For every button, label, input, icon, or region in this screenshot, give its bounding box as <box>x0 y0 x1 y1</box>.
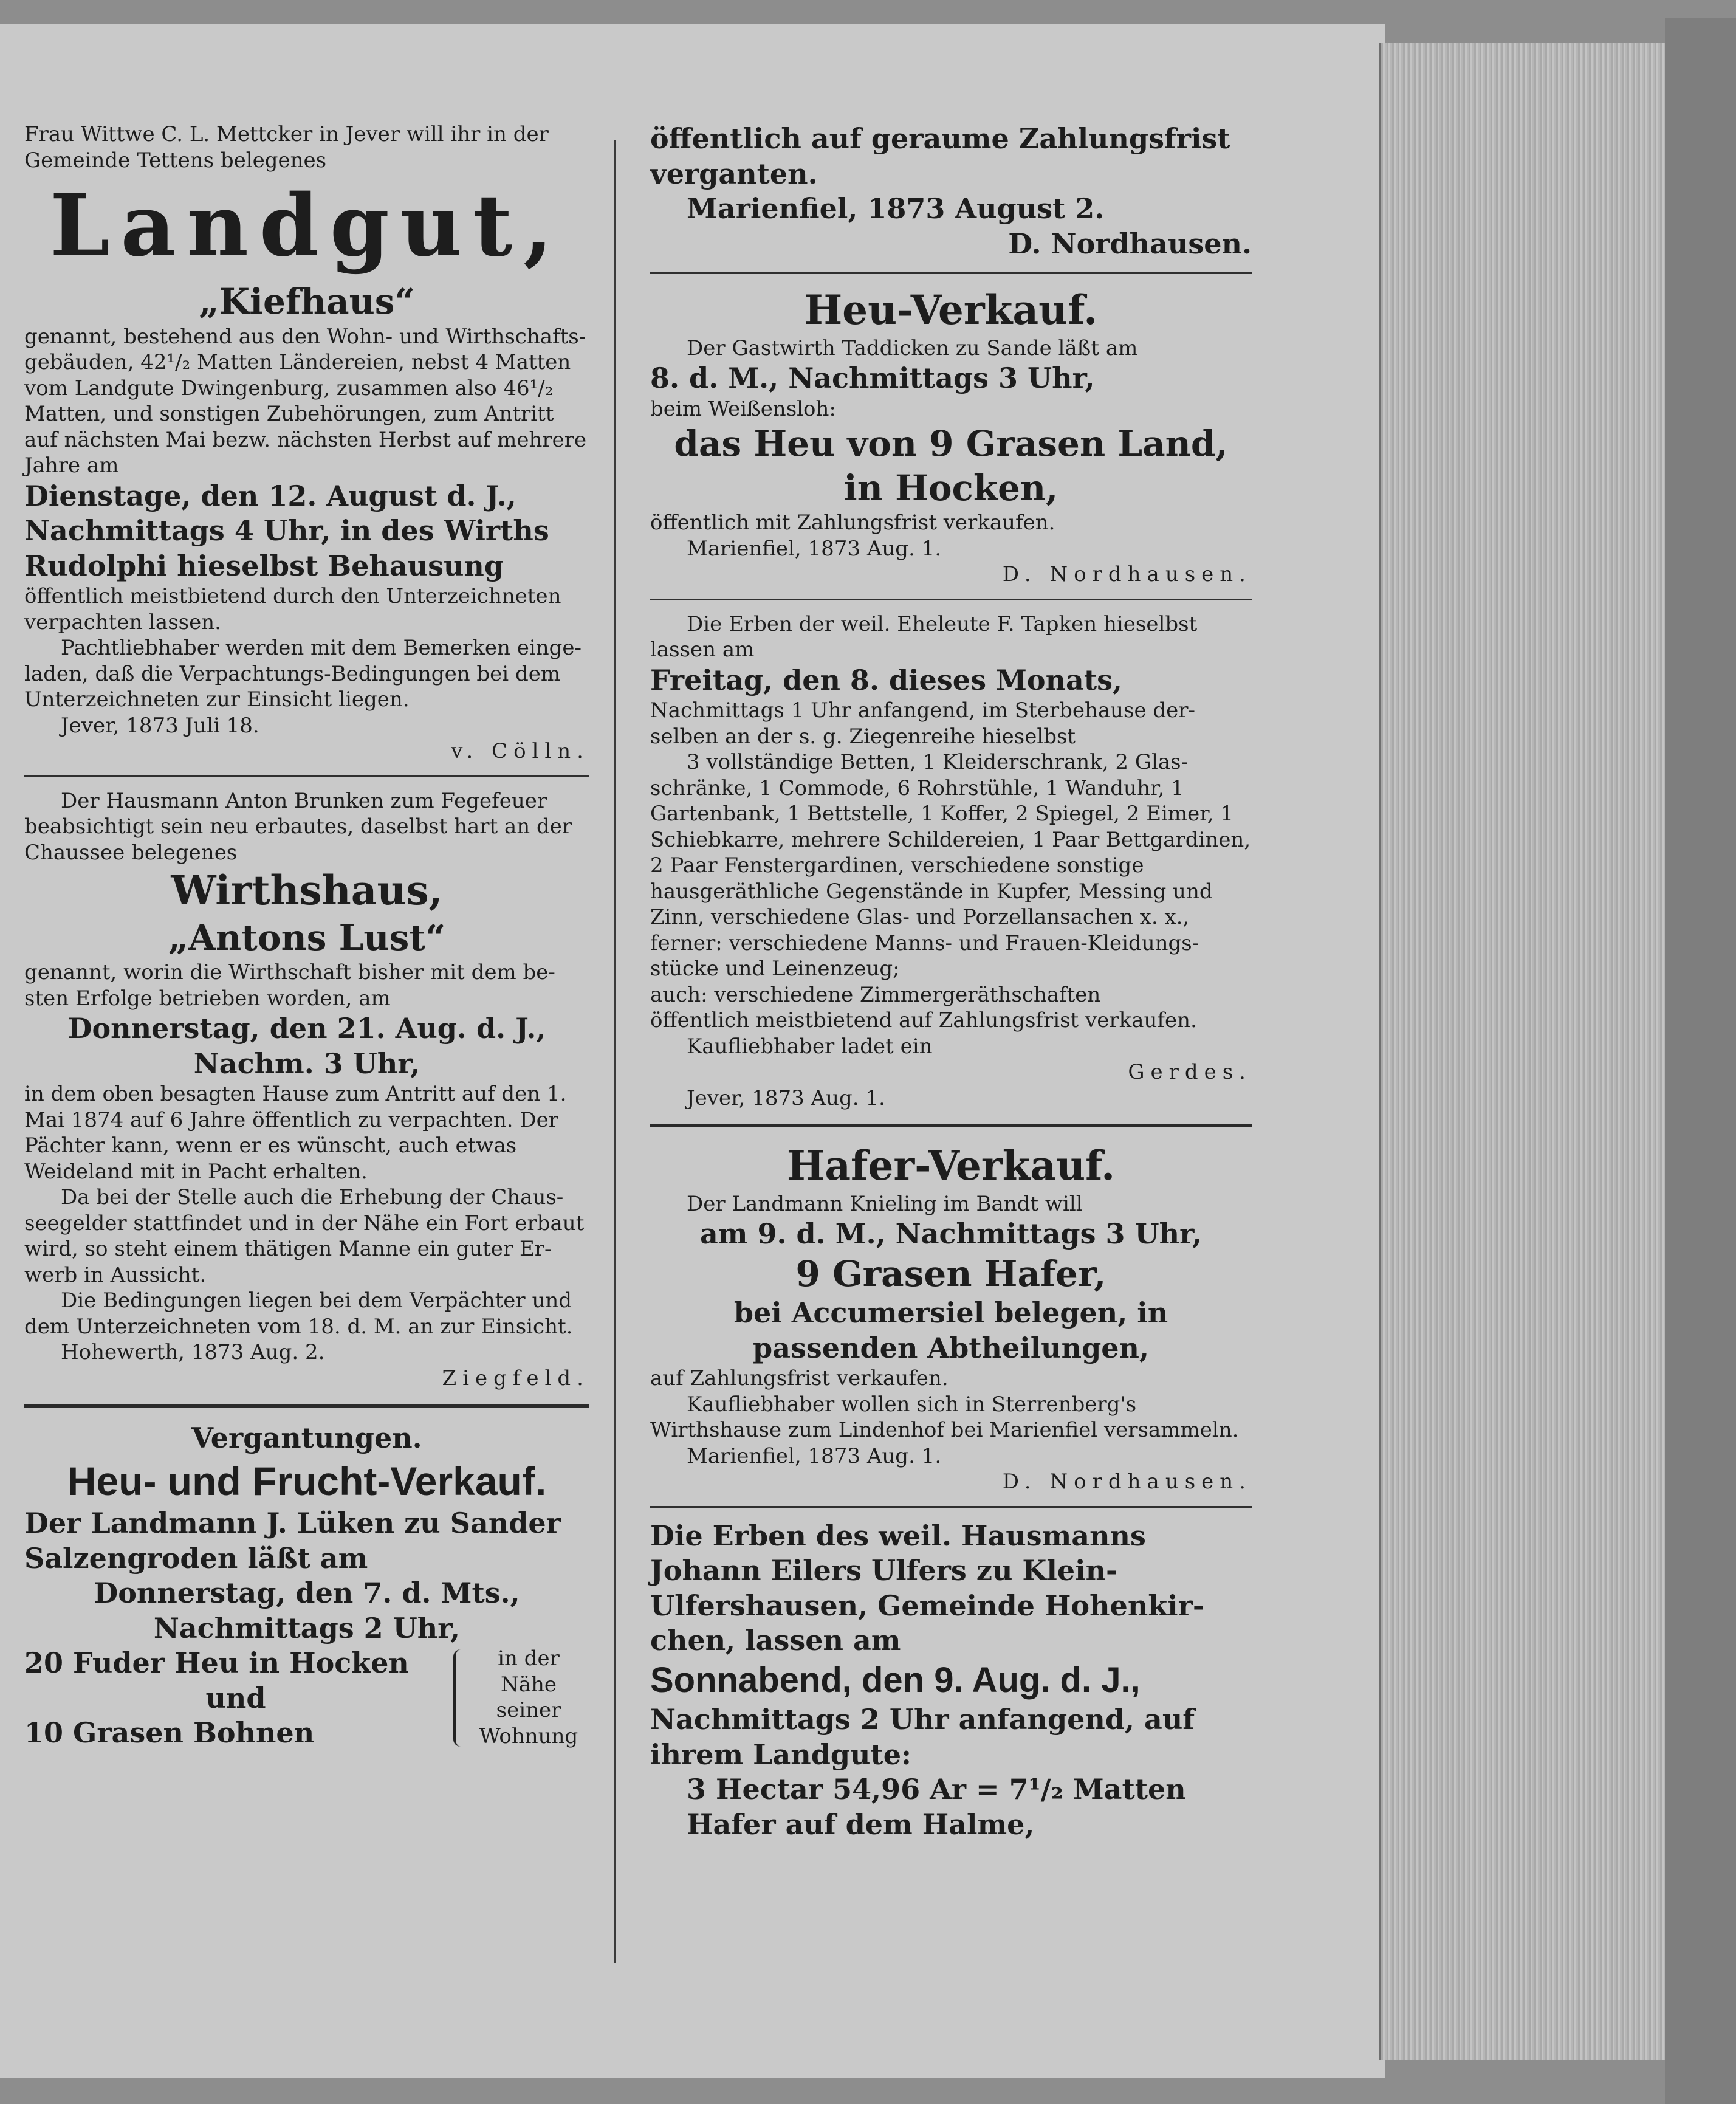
ad-body: Die Erben des weil. Hausmanns Johann Eilers Ulfers zu Klein-Ulfershausen, Gemeinde Hohenkirchen, lassen am <box>650 1519 1204 1657</box>
ad-body: Der Landmann J. Lüken zu Sander Salzengroden läßt am <box>24 1507 561 1575</box>
location-note: in der Nähe seiner Wohnung <box>479 1646 578 1748</box>
ad-erben-ulfers <box>650 1519 1252 1843</box>
ad-intro: Frau Wittwe C. L. Mettcker in Jever will ihr in der Gemeinde Tettens belegenes <box>24 122 549 173</box>
ad-highlight: 9 Grasen Hafer, <box>795 1253 1106 1294</box>
ad-items <box>24 1646 589 1751</box>
ad-place-date: Marienfiel, 1873 Aug. 1. <box>687 1443 942 1468</box>
ad-body: Kaufliebhaber ladet ein <box>687 1034 933 1059</box>
ad-signature: D. Nordhausen. <box>1008 227 1252 260</box>
ad-intro: Der Hausmann Anton Brunken zum Fegefeuer beabsichtigt sein neu erbautes, daselbst hart an der Chaussee belegenes <box>24 788 572 865</box>
ad-body: Pachtliebhaber werden mit dem Bemerken eingeladen, daß die Verpachtungs-Bedingungen bei dem Unterzeichneten zur Einsicht liegen. <box>24 636 582 712</box>
ad-body: Die Erben der weil. Eheleute F. Tapken hieselbst lassen am <box>650 611 1198 662</box>
ad-body: öffentlich mit Zahlungsfrist verkaufen. <box>650 511 1055 535</box>
ad-heu-verkauf <box>650 285 1252 588</box>
ad-body: Da bei der Stelle auch die Erhebung der Chausseegelder stattfindet und in der Nähe ein Fort erbaut wird, so steht einem thätigen Manne ein guter Erwerb in Aussicht. <box>24 1185 585 1287</box>
ad-date: Donnerstag, den 21. Aug. d. J., <box>67 1012 546 1045</box>
ad-body: öffentlich auf geraume Zahlungsfrist verganten. <box>650 122 1230 190</box>
item: und <box>205 1681 266 1714</box>
item: 20 Fuder Heu in Hocken <box>24 1646 409 1679</box>
ad-place-date: Jever, 1873 Aug. 1. <box>687 1085 885 1110</box>
ad-title: Heu-Verkauf. <box>804 286 1098 334</box>
left-column <box>24 122 589 1751</box>
items-list <box>24 1646 447 1751</box>
item: 10 Grasen Bohnen <box>24 1716 315 1749</box>
ad-date: Dienstage, den 12. August d. J., Nachmittags 4 Uhr, in des Wirths Rudolphi hieselbst Behausung <box>24 479 549 582</box>
ad-body: öffentlich meistbietend durch den Unterzeichneten verpachten lassen. <box>24 584 561 634</box>
ad-body: Der Gastwirth Taddicken zu Sande läßt am <box>687 335 1138 360</box>
ad-title: Hafer-Verkauf. <box>786 1142 1116 1189</box>
divider <box>650 599 1252 600</box>
ad-body: beim Weißensloh: <box>650 396 836 421</box>
ad-place-date: Marienfiel, 1873 August 2. <box>687 192 1105 225</box>
book-page-edges <box>1379 43 1667 2060</box>
divider <box>24 775 589 777</box>
ad-body: öffentlich meistbietend auf Zahlungsfrist verkaufen. <box>650 1008 1197 1033</box>
section-heading: Vergantungen. <box>191 1422 422 1454</box>
column-divider <box>614 140 616 1963</box>
ad-place-date: Marienfiel, 1873 Aug. 1. <box>687 536 942 561</box>
divider <box>650 1506 1252 1508</box>
ad-landgut <box>24 122 589 765</box>
divider <box>650 272 1252 274</box>
ad-signature: D. Nordhausen. <box>1002 1470 1252 1494</box>
ad-time: Nachm. 3 Uhr, <box>193 1047 420 1080</box>
ad-erben-tapken <box>650 611 1252 1112</box>
ad-signature: v. Cölln. <box>451 739 589 763</box>
ad-hafer-verkauf <box>650 1141 1252 1495</box>
ad-heu-frucht <box>24 1421 589 1751</box>
item: Hafer auf dem Halme, <box>687 1807 1035 1841</box>
ad-name: „Antons Lust“ <box>168 916 446 958</box>
ad-date: 8. d. M., Nachmittags 3 Uhr, <box>650 362 1095 394</box>
ad-place-date: Hohewerth, 1873 Aug. 2. <box>61 1340 325 1364</box>
ad-title: Heu- und Frucht-Verkauf. <box>67 1458 547 1504</box>
ad-title: Wirthshaus, <box>171 867 443 914</box>
ad-item-list: auch: verschiedene Zimmergeräthschaften <box>650 982 1101 1007</box>
bracket <box>453 1649 462 1747</box>
ad-body: Die Bedingungen liegen bei dem Verpächter und dem Unterzeichneten vom 18. d. M. an zur Einsicht. <box>24 1288 573 1339</box>
ad-body: Kaufliebhaber wollen sich in Sterrenberg's Wirthshause zum Lindenhof bei Marienfiel versammeln. <box>650 1392 1239 1442</box>
ad-signature: Gerdes. <box>1128 1060 1252 1084</box>
ad-highlight: das Heu von 9 Grasen Land, in Hocken, <box>674 423 1228 509</box>
ad-name: „Kiefhaus“ <box>199 281 415 322</box>
ad-wirthshaus <box>24 788 589 1392</box>
ad-body: Der Landmann Knieling im Bandt will <box>687 1191 1083 1216</box>
ad-date: Donnerstag, den 7. d. Mts., <box>94 1576 520 1609</box>
ad-body: genannt, bestehend aus den Wohn- und Wirthschaftsgebäuden, 42¹/₂ Matten Ländereien, nebst 4 Matten vom Landgute Dwingenburg, zusammen also 46¹/₂ Matten, und sonstigen Zubehörungen, zum Antritt auf nächsten Mai bezw. nächsten Herbst auf mehrere Jahre am <box>24 324 587 478</box>
ad-body: auf Zahlungsfrist verkaufen. <box>650 1366 949 1391</box>
ad-date: Freitag, den 8. dieses Monats, <box>650 663 1122 696</box>
ad-item-list: 3 vollständige Betten, 1 Kleiderschrank, 2 Glasschränke, 1 Commode, 6 Rohrstühle, 1 Wanduhr, 1 Gartenbank, 1 Bettstelle, 1 Koffer, 2 Spiegel, 2 Eimer, 1 Schiebkarre, mehrere Schildereien, 1 Paar Bettgardinen, 2 Paar Fenstergardinen, verschiedene sonstige hausgeräthliche Gegenstände in Kupfer, Messing und Zinn, verschiedene Glas- und Porzellansachen x. x., <box>650 750 1251 929</box>
ad-title: Landgut, <box>50 176 564 276</box>
ad-body: bei Accumersiel belegen, in passenden Abtheilungen, <box>733 1296 1168 1364</box>
ad-signature: D. Nordhausen. <box>1002 562 1252 586</box>
ad-continuation <box>650 122 1252 261</box>
ad-date: am 9. d. M., Nachmittags 3 Uhr, <box>699 1217 1202 1250</box>
ad-body: Nachmittags 2 Uhr anfangend, auf ihrem Landgute: <box>650 1703 1195 1771</box>
right-column <box>650 122 1252 1842</box>
ad-time: Nachmittags 2 Uhr, <box>153 1611 461 1645</box>
ad-body: in dem oben besagten Hause zum Antritt auf den 1. Mai 1874 auf 6 Jahre öffentlich zu verpachten. Der Pächter kann, wenn er es wünscht, auch etwas Weideland mit in Pacht erhalten. <box>24 1082 567 1184</box>
ad-place-date: Jever, 1873 Juli 18. <box>61 713 259 738</box>
book-spine <box>1665 18 1736 2104</box>
ad-body: Nachmittags 1 Uhr anfangend, im Sterbehause derselben an der s. g. Ziegenreihe hieselbst <box>650 698 1196 749</box>
divider <box>24 1404 589 1408</box>
ad-item-list: ferner: verschiedene Manns- und Frauen-Kleidungsstücke und Leinenzeug; <box>650 930 1199 981</box>
item: 3 Hectar 54,96 Ar = 7¹/₂ Matten <box>687 1773 1186 1806</box>
ad-signature: Ziegfeld. <box>442 1366 589 1391</box>
divider <box>650 1124 1252 1127</box>
ad-date: Sonnabend, den 9. Aug. d. J., <box>650 1660 1141 1700</box>
ad-body: genannt, worin die Wirthschaft bisher mit dem besten Erfolge betrieben worden, am <box>24 960 555 1011</box>
